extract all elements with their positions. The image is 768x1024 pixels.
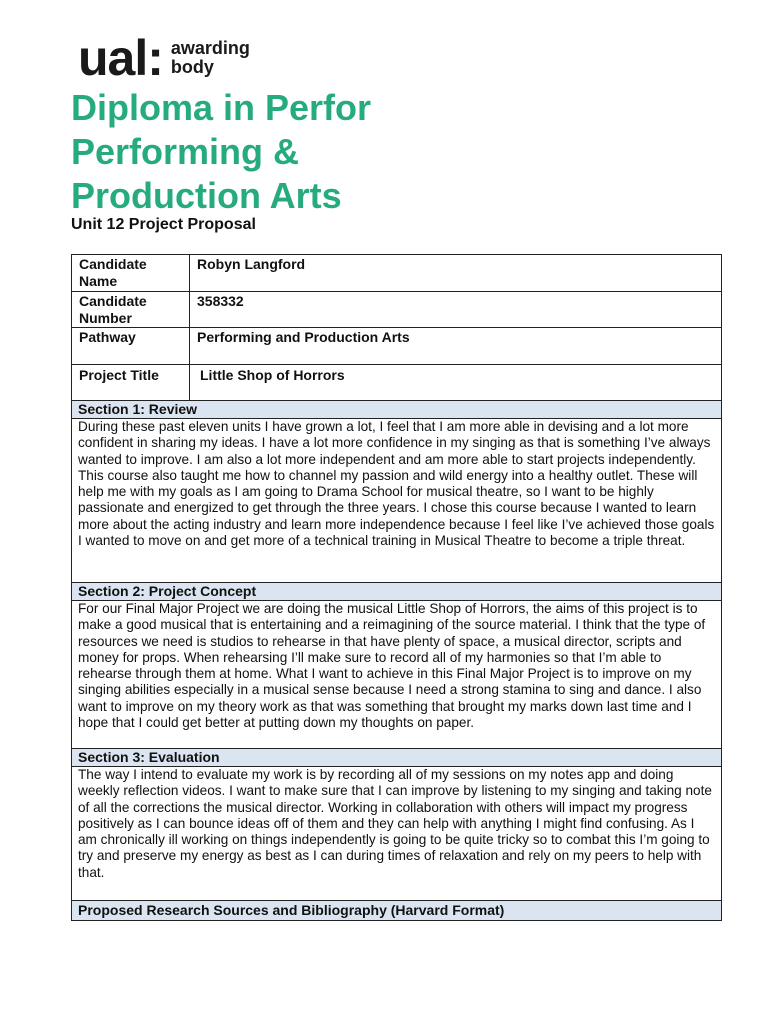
- title-line-1: Diploma in Perfor: [71, 87, 372, 128]
- document-title: [71, 86, 371, 218]
- field-label: Candidate Name: [72, 255, 190, 291]
- field-row-pathway: [72, 328, 721, 365]
- logo-text: [171, 39, 250, 80]
- unit-title: Unit 12 Project Proposal: [71, 216, 256, 233]
- field-label: Candidate Number: [72, 292, 190, 327]
- logo-text-line2: body: [170, 57, 214, 77]
- bibliography-heading: Proposed Research Sources and Bibliography (Harvard Format): [72, 901, 721, 920]
- section-3-heading: Section 3: Evaluation: [72, 749, 721, 767]
- section-3-body: The way I intend to evaluate my work is by recording all of my sessions on my notes app and doing weekly reflection videos. I want to make sure that I can improve by listening to my singing and taking note of all the corrections the musical director. Working in collaboration with others will impact my progress positively as I can bounce ideas off of them and they can help with anything I might find confusing. As I am chronically ill working on things independently is going to be quite tricky so to combat this I’m going to try and preserve my energy as best as I can during times of relaxation and rely on my peers to help with that.: [72, 767, 721, 901]
- title-line-3: Production Arts: [71, 175, 342, 216]
- field-row-candidate-name: [72, 255, 721, 292]
- ual-awarding-body-logo: [78, 30, 250, 86]
- proposal-form-table: [71, 254, 722, 921]
- field-value: Little Shop of Horrors: [200, 367, 345, 383]
- section-1-heading: Section 1: Review: [72, 401, 721, 419]
- field-value: 358332: [197, 293, 244, 309]
- field-row-project-title: [72, 365, 721, 401]
- logo-mark: ual:: [78, 30, 163, 86]
- field-label: Project Title: [72, 365, 190, 400]
- title-line-2: Performing &: [71, 131, 300, 172]
- section-2-body: For our Final Major Project we are doing the musical Little Shop of Horrors, the aims of this project is to make a good musical that is entertaining and a reimagining of the source material. I think that the type of resources we need is studios to rehearse in that have plenty of space, a musical director, scripts and money for props. When rehearsing I’ll make sure to record all of my harmonies so that I’m able to rehearse through them at home. What I want to achieve in this Final Major Project is to improve on my singing abilities especially in a musical sense because I need a strong stamina to sing and dance. I also want to improve on my theory work as that was something that brought my marks down last time and I hope that I could get better at putting down my thoughts on paper.: [72, 601, 721, 749]
- section-2-heading: Section 2: Project Concept: [72, 583, 721, 601]
- field-label: Pathway: [72, 328, 190, 364]
- field-row-candidate-number: [72, 292, 721, 328]
- section-1-body: During these past eleven units I have grown a lot, I feel that I am more able in devising and a lot more confident in sharing my ideas. I have a lot more confidence in my singing as that is something I’ve always wanted to improve. I am also a lot more independent and am more able to start projects independently. This course also taught me how to channel my passion and wild energy into a healthy outlet. These will help me with my goals as I am going to Drama School for musical theatre, so I want to be highly passionate and energized to get through the three years. I chose this course because I wanted to learn more about the acting industry and learn more independence because I feel like I’ve achieved those goals I wanted to move on and get more of a technical training in Musical Theatre to become a triple threat.: [72, 419, 721, 583]
- field-value: Robyn Langford: [197, 256, 306, 272]
- field-value: Performing and Production Arts: [197, 329, 410, 345]
- logo-text-line1: awarding: [170, 38, 250, 58]
